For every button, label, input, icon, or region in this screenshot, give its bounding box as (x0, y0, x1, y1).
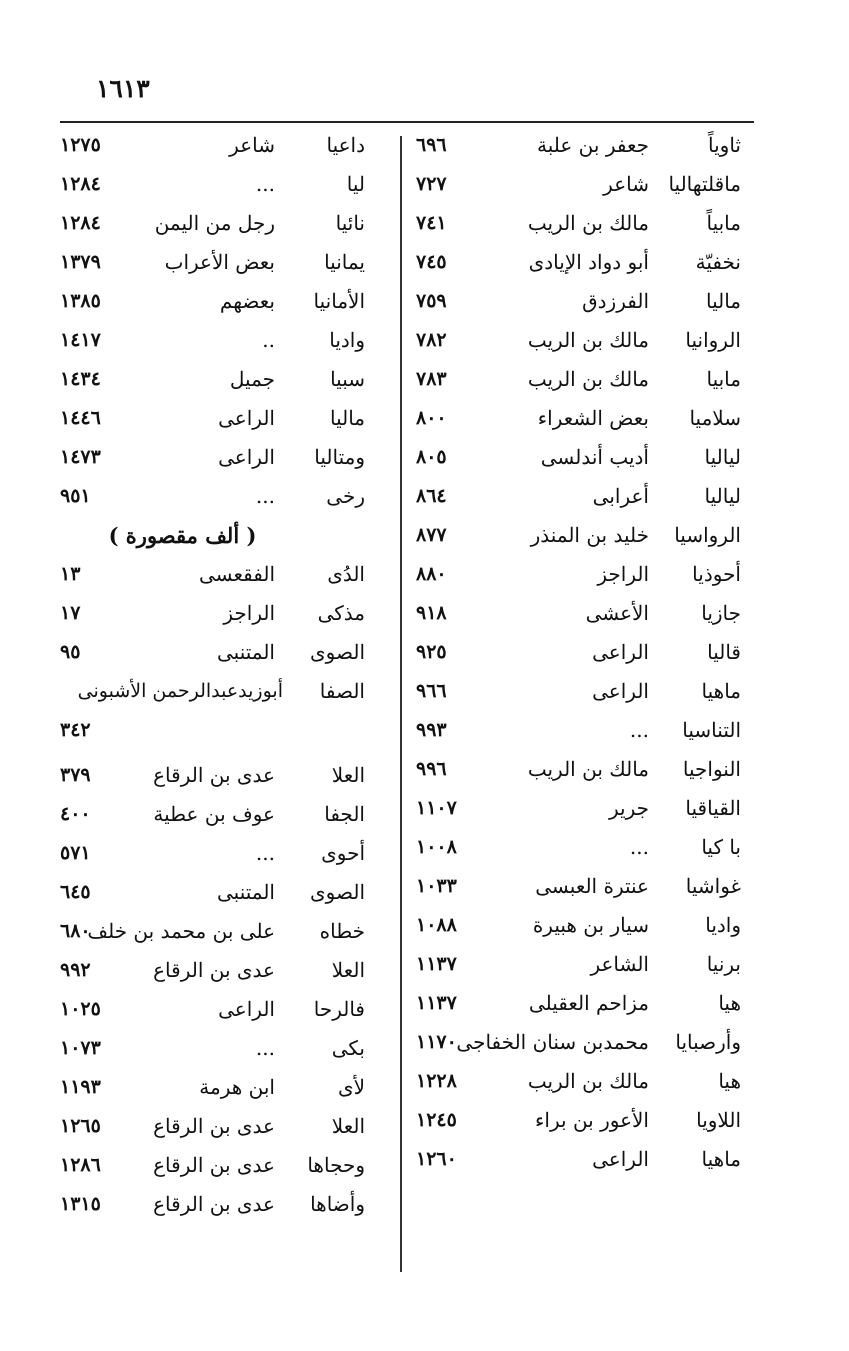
index-number: ٥٧١ (60, 842, 91, 864)
index-number: ٨٠٠ (416, 407, 447, 429)
index-poet: عدى بن الرقاع (153, 1192, 275, 1216)
index-poet: الراعى (592, 1147, 649, 1171)
index-row (416, 672, 741, 711)
index-row (60, 243, 365, 282)
index-poet: بعض الشعراء (537, 406, 649, 430)
index-row (60, 912, 365, 951)
index-poet: مالك بن الريب (527, 1069, 649, 1093)
index-row (60, 399, 365, 438)
index-poet: الشاعر (590, 952, 649, 976)
index-number: ٩٩٣ (416, 719, 447, 741)
index-word: لياليا (704, 445, 741, 469)
index-word: هيا (718, 991, 741, 1015)
index-word: ماهيا (701, 679, 741, 703)
index-row (60, 756, 365, 795)
index-number: ١٢٢٨ (416, 1070, 457, 1092)
index-word: داعيا (326, 133, 365, 157)
index-number: ٧٤١ (416, 212, 447, 234)
index-poet: الأعور بن براء (535, 1108, 649, 1132)
index-number: ١٣ (60, 563, 81, 585)
index-word: مذكى (317, 601, 365, 625)
index-poet: مالك بن الريب (527, 211, 649, 235)
index-poet: جعفر بن علبة (537, 133, 649, 157)
header-rule (60, 121, 754, 123)
index-number: ٧٥٩ (416, 290, 447, 312)
index-poet: رجل من اليمن (154, 211, 275, 235)
index-poet: .. (262, 328, 275, 352)
index-poet: أبوزيدعبدالرحمن الأشبونى (77, 680, 283, 702)
index-poet: الراعى (218, 406, 275, 430)
index-word: نائيا (335, 211, 365, 235)
index-word: الصوى (310, 640, 365, 664)
index-row (416, 945, 741, 984)
index-word: القياقيا (685, 796, 741, 820)
index-row (416, 867, 741, 906)
index-number: ١٢٨٤ (60, 173, 101, 195)
index-number: ٤٠٠ (60, 803, 91, 825)
index-poet: ابن هرمة (199, 1075, 275, 1099)
index-poet: ... (255, 841, 275, 865)
index-word: وحجاها (307, 1153, 365, 1177)
index-row (60, 282, 365, 321)
section-heading: ( ألف مقصورة ) (108, 523, 257, 548)
index-poet: عدى بن الرقاع (153, 1153, 275, 1177)
index-word: الجفا (324, 802, 365, 826)
index-word: ماليا (329, 406, 365, 430)
index-poet: ... (629, 835, 649, 859)
index-poet: مالك بن الريب (527, 328, 649, 352)
index-poet: الراجز (597, 562, 649, 586)
index-number: ٩٥١ (60, 485, 91, 507)
left-middle-group (60, 555, 365, 672)
index-poet: ... (255, 1036, 275, 1060)
index-word: التناسيا (682, 718, 741, 742)
index-row (416, 126, 741, 165)
index-row (416, 1062, 741, 1101)
left-column (60, 126, 365, 1224)
index-row (60, 795, 365, 834)
index-row (416, 1140, 741, 1179)
index-poet: عدى بن الرقاع (153, 763, 275, 787)
index-row (60, 1068, 365, 1107)
index-word: خطاه (319, 919, 365, 943)
index-row (416, 243, 741, 282)
index-poet: عدى بن الرقاع (153, 1114, 275, 1138)
index-number: ١٢٤٥ (416, 1109, 457, 1131)
index-number: ١٤٤٦ (60, 407, 101, 429)
index-poet: الراجز (223, 601, 275, 625)
index-row (416, 711, 741, 750)
index-row (60, 321, 365, 360)
left-bottom-group (60, 756, 365, 1224)
index-word: الصفا (319, 679, 365, 703)
index-poet: خليد بن المنذر (530, 523, 649, 547)
index-poet: مزاحم العقيلى (528, 991, 649, 1015)
index-word: مابياً (706, 211, 741, 235)
index-number: ٦٨٠ (60, 920, 91, 942)
index-number: ١٢٨٦ (60, 1154, 101, 1176)
index-word: ماقلتهاليا (668, 172, 741, 196)
index-number: ٧٤٥ (416, 251, 447, 273)
index-word: لياليا (704, 484, 741, 508)
index-poet: المتنبى (217, 880, 275, 904)
index-number: ١٤١٧ (60, 329, 101, 351)
index-number: ١١٣٧ (416, 992, 457, 1014)
index-row (416, 1101, 741, 1140)
index-number: ١١٣٧ (416, 953, 457, 975)
index-word: هيا (718, 1069, 741, 1093)
index-row (60, 1107, 365, 1146)
index-number: ١٤٧٣ (60, 446, 101, 468)
index-number: ١٣١٥ (60, 1193, 101, 1215)
index-row (60, 672, 365, 711)
index-word: يمانيا (324, 250, 365, 274)
index-poet: مالك بن الريب (527, 367, 649, 391)
index-poet: مالك بن الريب (527, 757, 649, 781)
index-word: ماليا (705, 289, 741, 313)
index-number: ١٧ (60, 602, 81, 624)
index-word: رخى (326, 484, 365, 508)
index-poet: عنترة العبسى (535, 874, 649, 898)
index-number: ٩٢٥ (416, 641, 447, 663)
index-poet: الراعى (592, 640, 649, 664)
index-row (60, 555, 365, 594)
index-poet: بعض الأعراب (164, 250, 275, 274)
index-poet: على بن محمد بن خلف (87, 919, 275, 943)
index-number: ١١٧٠ (416, 1031, 457, 1053)
index-word: ثاوياً (708, 133, 741, 157)
index-number: ٣٧٩ (60, 764, 91, 786)
index-poet: محمدبن سنان الخفاجى (456, 1030, 649, 1054)
index-number: ١٢٨٤ (60, 212, 101, 234)
index-word: الأمانيا (313, 289, 365, 313)
index-word: سلاميا (689, 406, 741, 430)
index-word: با كيا (701, 835, 741, 859)
index-word: سبيا (330, 367, 365, 391)
index-poet: الراعى (218, 997, 275, 1021)
index-row (60, 438, 365, 477)
index-row (416, 906, 741, 945)
index-number: ٣٤٢ (60, 719, 91, 741)
index-row (416, 516, 741, 555)
index-poet: أبو دواد الإيادى (528, 250, 649, 274)
index-poet: جرير (609, 796, 649, 820)
index-word: لأى (337, 1075, 365, 1099)
index-poet: ... (255, 484, 275, 508)
index-number: ١٠٧٣ (60, 1037, 101, 1059)
index-row (60, 204, 365, 243)
index-poet: الراعى (592, 679, 649, 703)
index-poet: سيار بن هبيرة (532, 913, 649, 937)
index-row (60, 1029, 365, 1068)
index-word: بكى (331, 1036, 365, 1060)
index-number: ٩٥ (60, 641, 81, 663)
index-word: فالرحا (313, 997, 365, 1021)
index-number: ١٠٠٨ (416, 836, 457, 858)
index-row (60, 633, 365, 672)
index-word: العلا (331, 958, 365, 982)
index-word: الروانيا (685, 328, 741, 352)
index-word: أحوذيا (692, 562, 741, 586)
index-row (416, 1023, 741, 1062)
index-word: الدُى (327, 562, 365, 586)
index-word: العلا (331, 763, 365, 787)
column-divider (400, 136, 402, 1272)
index-word: النواجيا (682, 757, 741, 781)
index-number: ١٢٦٥ (60, 1115, 101, 1137)
index-row (416, 633, 741, 672)
index-row (416, 282, 741, 321)
index-row (416, 477, 741, 516)
index-number: ١١٠٧ (416, 797, 457, 819)
index-poet: الفرزدق (582, 289, 649, 313)
index-number: ٨٠٥ (416, 446, 447, 468)
index-number: ١٢٦٠ (416, 1148, 457, 1170)
index-number: ٨٨٠ (416, 563, 447, 585)
index-number: ٧٨٣ (416, 368, 447, 390)
index-number: ٩٩٢ (60, 959, 91, 981)
index-poet: عوف بن عطية (153, 802, 275, 826)
index-number: ٧٢٧ (416, 173, 447, 195)
index-word: أحوى (321, 841, 365, 865)
index-number: ٩١٨ (416, 602, 447, 624)
index-row (60, 951, 365, 990)
page-number: ١٦١٣ (96, 74, 150, 103)
index-word: برنيا (706, 952, 741, 976)
index-row (416, 321, 741, 360)
index-row (416, 984, 741, 1023)
index-word: اللاويا (696, 1108, 741, 1132)
index-poet: عدى بن الرقاع (153, 958, 275, 982)
index-row (60, 1185, 365, 1224)
index-word: نخفيّة (695, 250, 741, 274)
index-row (416, 555, 741, 594)
index-row (60, 834, 365, 873)
index-word: الصوى (310, 880, 365, 904)
index-number: ١٣٨٥ (60, 290, 101, 312)
index-number: ١٢٧٥ (60, 134, 101, 156)
index-number: ١٠٢٥ (60, 998, 101, 1020)
index-poet: ... (255, 172, 275, 196)
index-number: ١٠٣٣ (416, 875, 457, 897)
index-number: ١٣٧٩ (60, 251, 101, 273)
right-column (416, 126, 741, 1179)
index-number: ١٠٨٨ (416, 914, 457, 936)
index-poet: شاعر (229, 133, 275, 157)
index-row (416, 750, 741, 789)
index-number: ١٤٣٤ (60, 368, 101, 390)
index-number: ١١٩٣ (60, 1076, 101, 1098)
index-word: قاليا (707, 640, 741, 664)
index-row (60, 1146, 365, 1185)
index-word: وأضاها (310, 1192, 365, 1216)
index-poet: بعضهم (219, 289, 275, 313)
index-row (416, 594, 741, 633)
index-row (416, 399, 741, 438)
index-poet: الأعشى (585, 601, 649, 625)
left-top-group (60, 126, 365, 516)
long-entry (60, 672, 365, 750)
index-word: واديا (329, 328, 365, 352)
index-poet: أديب أندلسى (540, 445, 649, 469)
index-row (416, 204, 741, 243)
index-row (60, 873, 365, 912)
index-row (416, 165, 741, 204)
index-poet: الراعى (218, 445, 275, 469)
index-number: ٩٦٦ (416, 680, 447, 702)
index-poet: شاعر (603, 172, 649, 196)
index-row (60, 990, 365, 1029)
index-row (60, 165, 365, 204)
index-row (416, 438, 741, 477)
index-row (60, 360, 365, 399)
index-word: وأرصبايا (675, 1030, 741, 1054)
index-word: ليا (346, 172, 365, 196)
index-poet: المتنبى (217, 640, 275, 664)
index-poet: ... (629, 718, 649, 742)
index-row (416, 360, 741, 399)
index-number: ٨٧٧ (416, 524, 447, 546)
index-number: ٦٤٥ (60, 881, 91, 903)
index-word: واديا (705, 913, 741, 937)
index-number: ٦٩٦ (416, 134, 447, 156)
index-poet: الفقعسى (198, 562, 275, 586)
index-row (416, 828, 741, 867)
index-number: ٩٩٦ (416, 758, 447, 780)
index-poet: أعرابى (592, 484, 649, 508)
index-word: ومتاليا (314, 445, 365, 469)
index-number: ٧٨٢ (416, 329, 447, 351)
index-number: ٨٦٤ (416, 485, 447, 507)
index-row (60, 477, 365, 516)
index-row (60, 126, 365, 165)
index-word: غواشيا (685, 874, 741, 898)
index-word: مابيا (706, 367, 741, 391)
index-word: العلا (331, 1114, 365, 1138)
index-word: جازيا (701, 601, 741, 625)
index-word: الرواسيا (674, 523, 741, 547)
index-poet: جميل (229, 367, 275, 391)
index-word: ماهيا (701, 1147, 741, 1171)
index-row (416, 789, 741, 828)
index-row (60, 594, 365, 633)
